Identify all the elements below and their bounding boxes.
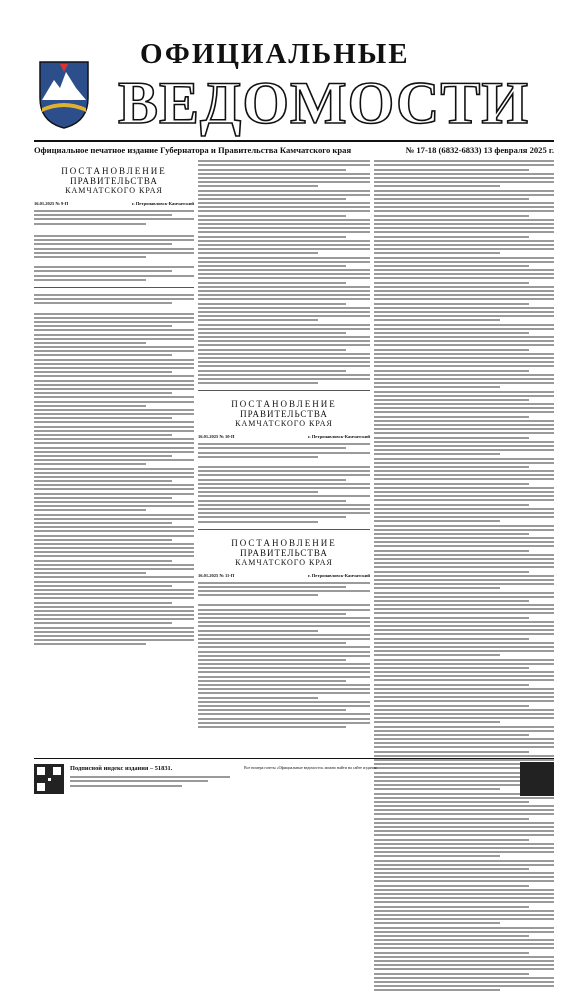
column-1 [34, 158, 194, 648]
title-top: ОФИЦИАЛЬНЫЕ [140, 38, 410, 70]
decision-meta-3 [198, 573, 370, 578]
decision-heading-2 [198, 399, 370, 428]
article-body-2 [198, 160, 370, 384]
masthead-subline [34, 140, 554, 157]
decision-meta-2 [198, 434, 370, 439]
footer-details [70, 774, 230, 789]
decision-type: ПОСТАНОВЛЕНИЕ [231, 399, 337, 410]
decision-issuer: ПРАВИТЕЛЬСТВА [240, 409, 328, 420]
issue-info: № 17-18 (6832-6833) 13 февраля 2025 г. [405, 145, 554, 155]
decision-city: г. Петропавловск-Камчатский [308, 572, 370, 578]
decision-region: КАМЧАТСКОГО КРАЯ [235, 557, 333, 567]
decision-issuer: ПРАВИТЕЛЬСТВА [240, 547, 328, 558]
qr-code-icon [34, 764, 64, 794]
decision-heading-3 [198, 538, 370, 567]
article-body-5 [374, 160, 554, 991]
decision-type: ПОСТАНОВЛЕНИЕ [231, 537, 337, 548]
qr-code-icon [520, 762, 554, 796]
article-body-1 [34, 210, 194, 645]
footer-note: Все номера газеты «Официальные ведомости» можно найти на сайте издания [244, 765, 377, 770]
column-3 [374, 158, 554, 994]
masthead [0, 0, 571, 155]
decision-meta-1 [34, 201, 194, 206]
footer [34, 758, 554, 797]
decision-type: ПОСТАНОВЛЕНИЕ [61, 166, 167, 176]
tagline: Официальное печатное издание Губернатора и Правительства Камчатского края [34, 145, 352, 155]
coat-of-arms-icon [36, 58, 92, 130]
decision-city: г. Петропавловск-Камчатский [132, 201, 194, 206]
decision-date: 16.01.2025 № 11-П [198, 572, 235, 578]
column-2 [198, 158, 370, 730]
decision-city: г. Петропавловск-Камчатский [308, 434, 370, 440]
article-body-4 [198, 582, 370, 728]
decision-date: 16.01.2025 № 10-П [198, 434, 235, 440]
subscription-index: Подписной индекс издания – 51831. [70, 765, 173, 772]
decision-region: КАМЧАТСКОГО КРАЯ [65, 186, 163, 195]
decision-heading-1 [34, 166, 194, 195]
decision-region: КАМЧАТСКОГО КРАЯ [235, 419, 333, 429]
decision-date: 16.01.2025 № 9-П [34, 201, 69, 206]
decision-issuer: ПРАВИТЕЛЬСТВА [70, 176, 158, 186]
title-main: ВЕДОМОСТИ [118, 70, 530, 136]
article-body-3 [198, 443, 370, 522]
